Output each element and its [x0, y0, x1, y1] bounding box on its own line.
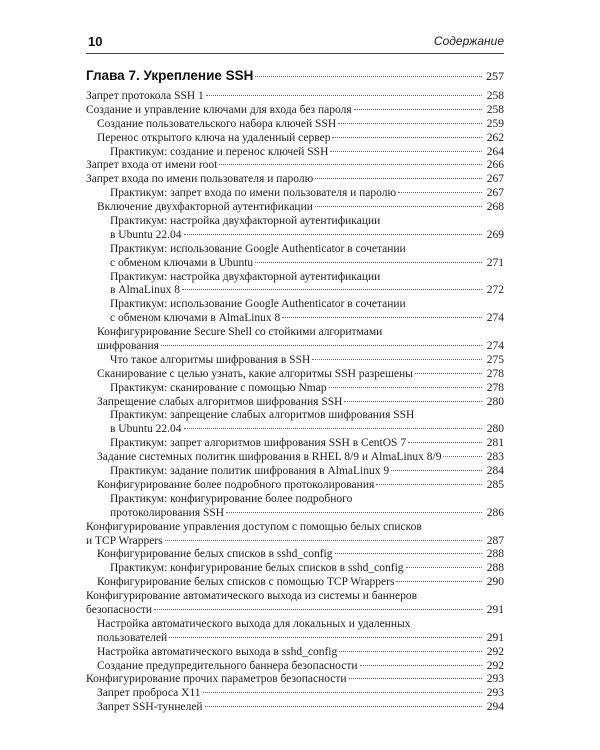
toc-entry[interactable] [86, 298, 504, 326]
toc-entry[interactable] [86, 215, 504, 243]
leader-dots [206, 95, 482, 96]
leader-dots [329, 387, 482, 388]
toc-entry-text: Настройка автоматического выхода в sshd_config [97, 645, 338, 658]
leader-dots [154, 609, 482, 610]
toc-entry[interactable] [86, 562, 504, 576]
toc-entry-page: 275 [486, 353, 504, 366]
toc-entry-text: безопасности [86, 603, 153, 616]
toc-entry-page: 274 [486, 340, 504, 353]
toc-entry-text: Практикум: использование Google Authenticator в сочетании [110, 298, 406, 311]
table-of-contents [86, 68, 504, 715]
leader-dots [203, 692, 482, 693]
toc-entry-page: 269 [486, 228, 504, 241]
leader-dots [349, 678, 482, 679]
toc-entry-page: 280 [486, 423, 504, 436]
toc-entry-text: Практикум: сканирование с помощью Nmap [110, 381, 327, 394]
toc-entry-page: 293 [486, 687, 504, 700]
toc-entry-text: с обменом ключами в Ubuntu [110, 256, 254, 269]
toc-entry-page: 292 [486, 645, 504, 658]
toc-entry[interactable] [86, 396, 504, 410]
toc-entry-text: Конфигурирование белых списков в sshd_config [97, 548, 333, 561]
leader-dots [169, 637, 482, 638]
chapter-heading[interactable] [86, 68, 504, 90]
toc-entry[interactable] [86, 409, 504, 437]
toc-entry-page: 278 [486, 367, 504, 380]
toc-entry-text: Практикум: создание и перенос ключей SSH [110, 145, 329, 158]
toc-entry-page: 267 [486, 187, 504, 200]
leader-dots [376, 484, 482, 485]
leader-dots [396, 581, 482, 582]
chapter-page: 257 [486, 69, 504, 83]
toc-entry-page: 291 [486, 603, 504, 616]
toc-entry-page: 290 [486, 576, 504, 589]
toc-entry-text: с обменом ключами в AlmaLinux 8 [110, 312, 281, 325]
leader-dots [312, 359, 482, 360]
toc-entry-text: Практикум: задание политик шифрования в AlmaLinux 9 [110, 465, 390, 478]
toc-entry-page: 288 [486, 548, 504, 561]
toc-entry[interactable] [86, 354, 504, 368]
toc-entry[interactable] [86, 437, 504, 451]
header-rule [86, 53, 504, 54]
leader-dots [315, 206, 482, 207]
toc-entry-page: 292 [486, 659, 504, 672]
toc-entry[interactable] [86, 368, 504, 382]
leader-dots [205, 706, 482, 707]
toc-entry-text: Практикум: настройка двухфакторной аутентификации [110, 270, 381, 283]
toc-entry[interactable] [86, 118, 504, 132]
chapter-title: Глава 7. Укрепление SSH [86, 68, 254, 83]
leader-dots [443, 456, 482, 457]
toc-entry-text: Запрет входа по имени пользователя и паролю [86, 173, 314, 186]
leader-dots [406, 567, 482, 568]
toc-entry-text: Конфигурирование белых списков с помощью TCP Wrappers [97, 576, 395, 589]
toc-entry-text: и TCP Wrappers [86, 534, 163, 547]
toc-entry-text: в Ubuntu 22.04 [110, 228, 182, 241]
toc-entry[interactable] [86, 521, 504, 549]
toc-entry-text: Запрет протокола SSH 1 [86, 90, 204, 102]
toc-entry-page: 267 [486, 173, 504, 186]
toc-entry-text: Настройка автоматического выхода для локальных и удаленных [97, 617, 411, 630]
toc-entry-page: 283 [486, 451, 504, 464]
toc-entry[interactable] [86, 90, 504, 104]
toc-entry-text: Практикум: запрет входа по имени пользователя и паролю [110, 187, 397, 200]
toc-entry-text: Конфигурирование Secure Shell со стойкими алгоритмами [97, 326, 383, 339]
leader-dots [408, 442, 482, 443]
toc-entry[interactable] [86, 243, 504, 271]
toc-entry-page: 259 [486, 117, 504, 130]
toc-entry-text: протоколирования SSH [110, 506, 225, 519]
toc-entry-text: Запрет SSH-туннелей [97, 701, 203, 714]
toc-entry-page: 280 [486, 395, 504, 408]
toc-entry[interactable] [86, 548, 504, 562]
toc-entry[interactable] [86, 479, 504, 493]
toc-entry-text: Что такое алгоритмы шифрования в SSH [110, 353, 311, 366]
leader-dots [219, 164, 482, 165]
toc-entry[interactable] [86, 451, 504, 465]
toc-entry-text: Практикум: запрет алгоритмов шифрования SSH в CentOS 7 [110, 437, 407, 450]
toc-entry-page: 278 [486, 381, 504, 394]
toc-entry-text: Конфигурирование автоматического выхода из системы и баннеров [86, 590, 418, 603]
toc-entry-page: 274 [486, 312, 504, 325]
leader-dots [255, 262, 482, 263]
toc-entry-text: Задание системных политик шифрования в RHEL 8/9 и AlmaLinux 8/9 [97, 451, 442, 464]
leader-dots [339, 651, 482, 652]
toc-entry-text: Практикум: конфигурирование более подробного [110, 492, 353, 505]
leader-dots [165, 540, 482, 541]
leader-dots [282, 317, 482, 318]
leader-dots [354, 109, 482, 110]
toc-entry[interactable] [86, 673, 504, 687]
leader-dots [415, 373, 482, 374]
toc-entry-text: пользователей [97, 631, 168, 644]
toc-entry-page: 258 [486, 90, 504, 102]
toc-entry-text: Запрет входа от имени root [86, 159, 218, 172]
toc-entry-page: 268 [486, 201, 504, 214]
toc-entry[interactable] [86, 326, 504, 354]
toc-entry[interactable] [86, 618, 504, 646]
toc-entry-text: Создание предупредительного баннера безопасности [97, 659, 358, 672]
leader-dots [330, 151, 482, 152]
toc-entry[interactable] [86, 132, 504, 146]
toc-entry-text: Сканирование с целью узнать, какие алгоритмы SSH разрешены [97, 367, 413, 380]
toc-entry-page: 281 [486, 437, 504, 450]
leader-dots [332, 137, 482, 138]
leader-dots [161, 345, 482, 346]
leader-dots [315, 178, 482, 179]
toc-entry[interactable] [86, 465, 504, 479]
leader-dots [184, 428, 482, 429]
toc-entry-page: 272 [486, 284, 504, 297]
toc-entry-text: Практикум: настройка двухфакторной аутентификации [110, 215, 381, 228]
toc-entry-text: Практикум: запрещение слабых алгоритмов шифрования SSH [110, 409, 415, 422]
toc-entry-page: 284 [486, 465, 504, 478]
toc-entry[interactable] [86, 590, 504, 618]
toc-entry[interactable] [86, 660, 504, 674]
leader-dots [182, 289, 482, 290]
leader-dots [398, 192, 482, 193]
toc-entry-page: 258 [486, 103, 504, 116]
leader-dots [184, 234, 482, 235]
toc-entry-text: в Ubuntu 22.04 [110, 423, 182, 436]
toc-entry-page: 271 [486, 256, 504, 269]
toc-entry-text: Создание пользовательского набора ключей SSH [97, 117, 337, 130]
toc-entry-text: в AlmaLinux 8 [110, 284, 180, 297]
toc-entry[interactable] [86, 201, 504, 215]
toc-entry-text: Запрет проброса X11 [97, 687, 201, 700]
toc-entry[interactable] [86, 187, 504, 201]
toc-entry-page: 286 [486, 506, 504, 519]
toc-entry[interactable] [86, 271, 504, 299]
toc-entry-page: 293 [486, 673, 504, 686]
toc-entry[interactable] [86, 687, 504, 701]
toc-entry-page: 294 [486, 701, 504, 714]
toc-entry-page: 262 [486, 131, 504, 144]
page-number: 10 [88, 34, 103, 49]
toc-entry[interactable] [86, 382, 504, 396]
toc-entry[interactable] [86, 646, 504, 660]
toc-entry-text: Создание и управление ключами для входа без пароля [86, 103, 352, 116]
toc-entry-text: Конфигурирование прочих параметров безопасности [86, 673, 347, 686]
leader-dots [255, 76, 482, 77]
toc-entry-text: Конфигурирование более подробного протоколирования [97, 478, 375, 491]
toc-entry-text: Перенос открытого ключа на удаленный сервер [97, 131, 331, 144]
toc-entry-page: 291 [486, 631, 504, 644]
leader-dots [391, 470, 482, 471]
leader-dots [338, 123, 482, 124]
toc-entry-text: Запрещение слабых алгоритмов шифрования SSH [97, 395, 343, 408]
toc-entry-text: Включение двухфакторной аутентификации [97, 201, 313, 214]
toc-entry-page: 264 [486, 145, 504, 158]
toc-entry[interactable] [86, 104, 504, 118]
leader-dots [226, 512, 482, 513]
leader-dots [344, 401, 482, 402]
toc-entry[interactable] [86, 146, 504, 160]
toc-entries [86, 90, 504, 715]
leader-dots [360, 665, 483, 666]
toc-entry[interactable] [86, 159, 504, 173]
leader-dots [335, 553, 482, 554]
toc-entry-text: Конфигурирование управления доступом с помощью белых списков [86, 520, 422, 533]
toc-entry[interactable] [86, 701, 504, 715]
toc-entry-page: 288 [486, 562, 504, 575]
toc-entry[interactable] [86, 576, 504, 590]
toc-entry-page: 266 [486, 159, 504, 172]
toc-entry[interactable] [86, 493, 504, 521]
toc-entry-page: 285 [486, 478, 504, 491]
toc-entry-text: шифрования [97, 340, 159, 353]
toc-entry[interactable] [86, 173, 504, 187]
toc-entry-text: Практикум: использование Google Authenticator в сочетании [110, 242, 406, 255]
toc-entry-page: 287 [486, 534, 504, 547]
toc-entry-text: Практикум: конфигурирование белых списков в sshd_config [110, 562, 404, 575]
running-head: Содержание [433, 34, 504, 48]
